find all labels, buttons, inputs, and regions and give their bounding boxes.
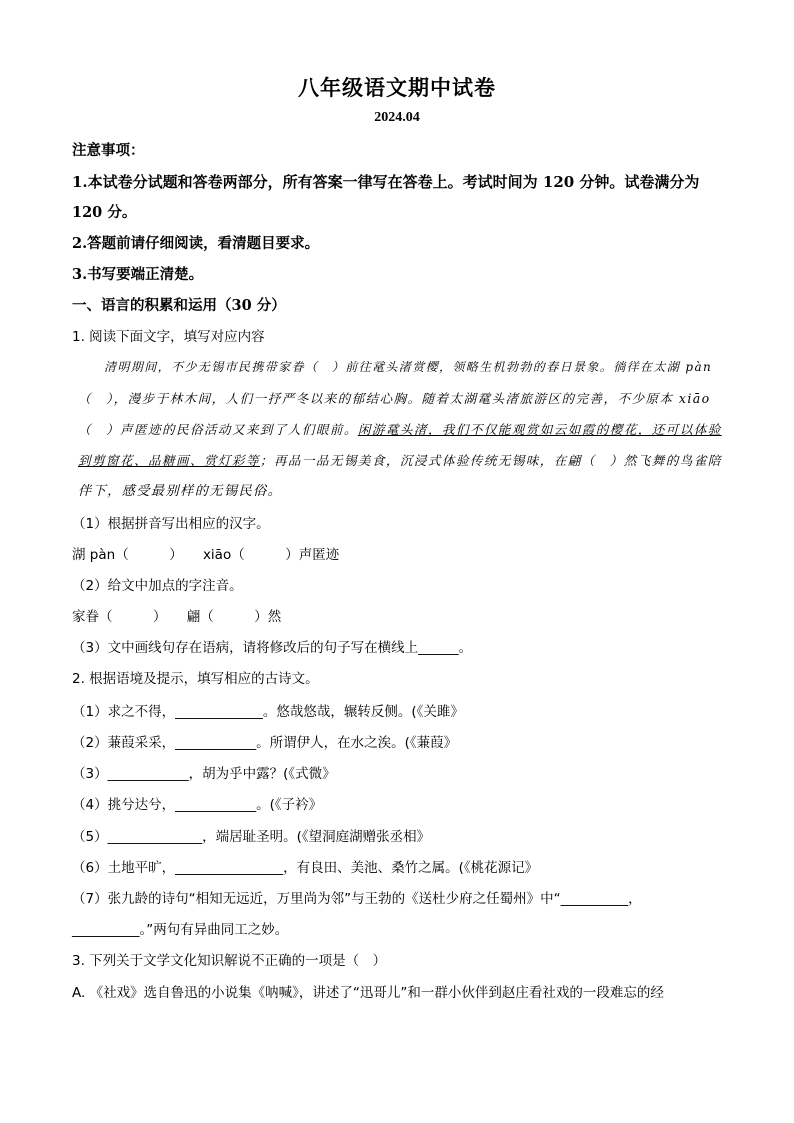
- passage-line-5: 伴下，感受最别样的无锡民俗。: [78, 484, 283, 499]
- passage-line-4-text: ；再品一品无锡美食，沉浸式体验传统无锡味，在翩（ ）然飞舞的鸟雀陪: [259, 453, 722, 468]
- question-1-sub-2: （2）给文中加点的字注音。: [72, 578, 243, 594]
- question-2-item: （5）______________，端居耻圣明。(《望洞庭湖赠张丞相》: [72, 829, 431, 845]
- notes-heading: 注意事项：: [72, 142, 145, 159]
- passage-line-3: [78, 414, 722, 445]
- notes-item-2: 2.答题前请仔细阅读，看清题目要求。: [72, 235, 320, 252]
- question-1-sub-1: （1）根据拼音写出相应的汉字。: [72, 516, 270, 532]
- passage-underlined-sentence-part-2: 到剪窗花、品糖画、赏灯彩等: [78, 453, 260, 468]
- question-1-stem: 1. 阅读下面文字，填写对应内容: [72, 329, 265, 345]
- notes-item-3: 3.书写要端正清楚。: [72, 266, 204, 283]
- notes-item-1-cont: 120 分。: [72, 204, 137, 221]
- question-2-item: （4）挑兮达兮，____________。(《子衿》: [72, 797, 323, 813]
- passage-line-3-text: （ ）声匿迹的民俗活动又来到了人们眼前。: [78, 422, 358, 437]
- question-2-stem: 2. 根据语境及提示，填写相应的古诗文。: [72, 671, 319, 687]
- question-1-sub-2-answer: 家眷（ ） 翩（ ）然: [72, 609, 282, 625]
- question-2-item: （6）土地平旷，________________，有良田、美池、桑竹之属。(《桃花源记》: [72, 860, 539, 876]
- question-3-option-a: A. 《社戏》选自鲁迅的小说集《呐喊》，讲述了“迅哥儿”和一群小伙伴到赵庄看社戏的一段难忘的经: [72, 985, 664, 1001]
- question-3-stem: 3. 下列关于文学文化知识解说不正确的一项是（ ）: [72, 953, 387, 969]
- question-2-item: （3）____________，胡为乎中露？(《式微》: [72, 766, 336, 782]
- question-1-sub-1-answer: 湖 pàn（ ） xiāo（ ）声匿迹: [72, 547, 340, 563]
- passage-line-1: 清明期间，不少无锡市民携带家眷（ ）前往鼋头渚赏樱，领略生机勃勃的春日景象。徜徉在太湖 pàn: [104, 360, 713, 374]
- notes-item-1: 1.本试卷分试题和答卷两部分，所有答案一律写在答卷上。考试时间为 120 分钟。试卷满分为: [72, 173, 700, 191]
- question-1-sub-3: （3）文中画线句存在语病，请将修改后的句子写在横线上______。: [72, 640, 473, 656]
- passage-line-2: （ ），漫步于林木间，人们一抒严冬以来的郁结心胸。随着太湖鼋头渚旅游区的完善，不少原本 xiāo: [78, 391, 711, 406]
- section-heading: 一、语言的积累和运用（30 分）: [72, 297, 286, 314]
- question-1-passage: [78, 352, 722, 507]
- exam-title: 八年级语文期中试卷: [298, 75, 496, 100]
- question-2-item: （7）张九龄的诗句“相知无远近，万里尚为邻”与王勃的《送杜少府之任蜀州》中“__________，: [72, 891, 642, 907]
- question-2-item: __________。”两句有异曲同工之妙。: [72, 922, 289, 938]
- exam-date: 2024.04: [374, 110, 420, 125]
- passage-underlined-sentence-part-1: 闲游鼋头渚，我们不仅能观赏如云如霞的樱花，还可以体验: [357, 422, 722, 437]
- passage-line-4: [78, 445, 722, 476]
- question-2-item: （1）求之不得，_____________。悠哉悠哉，辗转反侧。(《关雎》: [72, 704, 464, 720]
- question-2-item: （2）蒹葭采采，____________。所谓伊人，在水之涘。(《蒹葭》: [72, 735, 458, 751]
